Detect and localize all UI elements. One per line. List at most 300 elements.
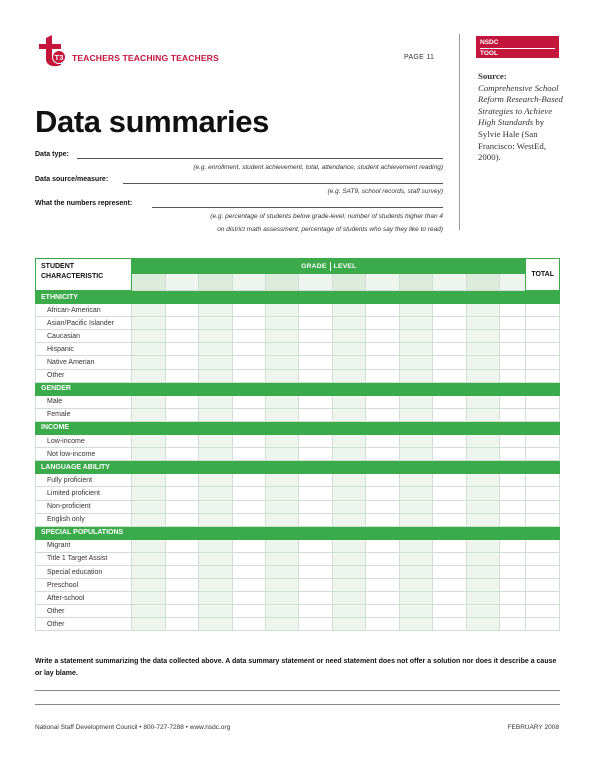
data-cell[interactable]	[299, 618, 332, 631]
table-row	[36, 513, 560, 526]
total-cell[interactable]	[526, 474, 560, 487]
data-cell[interactable]	[332, 500, 365, 513]
data-cell[interactable]	[165, 369, 198, 382]
data-cell[interactable]	[332, 605, 365, 618]
data-cell[interactable]	[232, 565, 265, 578]
data-cell[interactable]	[366, 513, 399, 526]
data-cell[interactable]	[366, 369, 399, 382]
data-cell[interactable]	[232, 487, 265, 500]
data-cell[interactable]	[232, 356, 265, 369]
data-cell[interactable]	[399, 487, 432, 500]
data-cell[interactable]	[232, 579, 265, 592]
data-cell[interactable]	[366, 395, 399, 408]
data-cell[interactable]	[433, 395, 466, 408]
data-cell[interactable]	[332, 579, 365, 592]
data-cell[interactable]	[266, 369, 299, 382]
data-cell[interactable]	[232, 448, 265, 461]
grade-level-cell[interactable]	[366, 274, 399, 291]
data-cell[interactable]	[165, 605, 198, 618]
data-cell[interactable]	[165, 395, 198, 408]
data-cell[interactable]	[232, 330, 265, 343]
data-cell[interactable]	[366, 448, 399, 461]
data-cell[interactable]	[299, 317, 332, 330]
data-cell[interactable]	[332, 448, 365, 461]
data-cell[interactable]	[266, 487, 299, 500]
total-cell[interactable]	[526, 618, 560, 631]
data-cell[interactable]	[466, 579, 499, 592]
data-cell[interactable]	[500, 356, 526, 369]
data-cell[interactable]	[266, 618, 299, 631]
data-cell[interactable]	[433, 304, 466, 317]
total-cell[interactable]	[526, 435, 560, 448]
data-cell[interactable]	[266, 592, 299, 605]
data-cell[interactable]	[165, 592, 198, 605]
data-cell[interactable]	[266, 539, 299, 552]
data-cell[interactable]	[266, 552, 299, 565]
grade-level-cell[interactable]	[299, 274, 332, 291]
data-cell[interactable]	[299, 330, 332, 343]
data-cell[interactable]	[433, 618, 466, 631]
data-cell[interactable]	[199, 369, 232, 382]
data-cell[interactable]	[466, 474, 499, 487]
data-cell[interactable]	[232, 513, 265, 526]
data-cell[interactable]	[299, 565, 332, 578]
data-cell[interactable]	[433, 579, 466, 592]
data-cell[interactable]	[132, 605, 165, 618]
data-cell[interactable]	[299, 500, 332, 513]
total-header: TOTAL	[526, 259, 560, 291]
data-cell[interactable]	[232, 552, 265, 565]
data-cell[interactable]	[299, 513, 332, 526]
data-cell[interactable]	[132, 552, 165, 565]
data-cell[interactable]	[466, 487, 499, 500]
total-cell[interactable]	[526, 408, 560, 421]
data-cell[interactable]	[399, 605, 432, 618]
data-cell[interactable]	[266, 330, 299, 343]
data-cell[interactable]	[232, 500, 265, 513]
data-cell[interactable]	[500, 369, 526, 382]
data-cell[interactable]	[399, 618, 432, 631]
data-cell[interactable]	[299, 369, 332, 382]
data-cell[interactable]	[332, 395, 365, 408]
data-cell[interactable]	[132, 487, 165, 500]
total-cell[interactable]	[526, 317, 560, 330]
data-cell[interactable]	[165, 487, 198, 500]
total-cell[interactable]	[526, 552, 560, 565]
row-label: Other	[36, 605, 132, 618]
data-cell[interactable]	[299, 539, 332, 552]
data-cell[interactable]	[399, 435, 432, 448]
data-cell[interactable]	[132, 579, 165, 592]
data-cell[interactable]	[165, 304, 198, 317]
data-cell[interactable]	[165, 539, 198, 552]
data-cell[interactable]	[165, 579, 198, 592]
data-cell[interactable]	[232, 435, 265, 448]
data-cell[interactable]	[332, 565, 365, 578]
data-cell[interactable]	[466, 513, 499, 526]
data-cell[interactable]	[299, 605, 332, 618]
data-cell[interactable]	[433, 592, 466, 605]
data-cell[interactable]	[466, 395, 499, 408]
data-cell[interactable]	[299, 579, 332, 592]
data-cell[interactable]	[332, 435, 365, 448]
data-cell[interactable]	[266, 474, 299, 487]
data-cell[interactable]	[433, 605, 466, 618]
data-cell[interactable]	[199, 592, 232, 605]
data-cell[interactable]	[199, 552, 232, 565]
data-cell[interactable]	[199, 448, 232, 461]
data-cell[interactable]	[433, 487, 466, 500]
data-cell[interactable]	[232, 408, 265, 421]
data-cell[interactable]	[199, 408, 232, 421]
data-cell[interactable]	[433, 343, 466, 356]
data-cell[interactable]	[299, 408, 332, 421]
data-cell[interactable]	[500, 605, 526, 618]
data-cell[interactable]	[332, 408, 365, 421]
data-cell[interactable]	[165, 552, 198, 565]
table-row	[36, 448, 560, 461]
data-cell[interactable]	[232, 369, 265, 382]
data-cell[interactable]	[399, 513, 432, 526]
data-cell[interactable]	[399, 356, 432, 369]
grade-level-cell[interactable]	[132, 274, 165, 291]
data-cell[interactable]	[199, 317, 232, 330]
grade-level-cell[interactable]	[266, 274, 299, 291]
data-cell[interactable]	[199, 605, 232, 618]
data-cell[interactable]	[500, 565, 526, 578]
header-level: LEVEL	[333, 262, 357, 270]
data-cell[interactable]	[500, 579, 526, 592]
data-cell[interactable]	[332, 317, 365, 330]
total-cell[interactable]	[526, 513, 560, 526]
data-cell[interactable]	[132, 448, 165, 461]
data-cell[interactable]	[466, 356, 499, 369]
row-label: Special education	[36, 565, 132, 578]
data-cell[interactable]	[399, 304, 432, 317]
data-cell[interactable]	[165, 343, 198, 356]
data-cell[interactable]	[433, 317, 466, 330]
data-cell[interactable]	[232, 304, 265, 317]
data-cell[interactable]	[266, 500, 299, 513]
data-cell[interactable]	[433, 408, 466, 421]
data-cell[interactable]	[433, 552, 466, 565]
data-cell[interactable]	[165, 448, 198, 461]
data-cell[interactable]	[332, 369, 365, 382]
data-cell[interactable]	[165, 408, 198, 421]
data-cell[interactable]	[433, 474, 466, 487]
data-cell[interactable]	[199, 343, 232, 356]
data-cell[interactable]	[332, 552, 365, 565]
data-cell[interactable]	[500, 343, 526, 356]
data-cell[interactable]	[266, 395, 299, 408]
section-header-row	[36, 461, 560, 474]
grade-level-cell[interactable]	[433, 274, 466, 291]
data-cell[interactable]	[165, 435, 198, 448]
data-cell[interactable]	[165, 474, 198, 487]
data-cell[interactable]	[332, 592, 365, 605]
total-cell[interactable]	[526, 395, 560, 408]
data-cell[interactable]	[199, 395, 232, 408]
data-cell[interactable]	[266, 343, 299, 356]
data-cell[interactable]	[266, 579, 299, 592]
data-cell[interactable]	[299, 356, 332, 369]
data-cell[interactable]	[433, 539, 466, 552]
data-cell[interactable]	[433, 513, 466, 526]
data-cell[interactable]	[266, 565, 299, 578]
data-cell[interactable]	[199, 330, 232, 343]
data-cell[interactable]	[466, 408, 499, 421]
data-cell[interactable]	[500, 592, 526, 605]
data-cell[interactable]	[466, 539, 499, 552]
data-cell[interactable]	[366, 605, 399, 618]
data-cell[interactable]	[466, 330, 499, 343]
data-cell[interactable]	[466, 369, 499, 382]
data-cell[interactable]	[500, 474, 526, 487]
data-cell[interactable]	[232, 618, 265, 631]
data-cell[interactable]	[466, 552, 499, 565]
data-cell[interactable]	[466, 317, 499, 330]
data-cell[interactable]	[132, 343, 165, 356]
data-cell[interactable]	[332, 356, 365, 369]
data-cell[interactable]	[466, 592, 499, 605]
data-cell[interactable]	[399, 552, 432, 565]
data-cell[interactable]	[332, 539, 365, 552]
data-cell[interactable]	[366, 487, 399, 500]
data-cell[interactable]	[299, 343, 332, 356]
data-cell[interactable]	[399, 448, 432, 461]
data-cell[interactable]	[366, 435, 399, 448]
data-cell[interactable]	[366, 500, 399, 513]
data-cell[interactable]	[266, 304, 299, 317]
total-cell[interactable]	[526, 605, 560, 618]
data-cell[interactable]	[366, 356, 399, 369]
grade-level-cell[interactable]	[332, 274, 365, 291]
data-cell[interactable]	[132, 304, 165, 317]
data-cell[interactable]	[199, 500, 232, 513]
data-cell[interactable]	[232, 317, 265, 330]
data-cell[interactable]	[299, 487, 332, 500]
data-cell[interactable]	[500, 330, 526, 343]
data-cell[interactable]	[466, 435, 499, 448]
data-cell[interactable]	[299, 435, 332, 448]
data-cell[interactable]	[500, 448, 526, 461]
total-cell[interactable]	[526, 565, 560, 578]
data-cell[interactable]	[266, 408, 299, 421]
data-cell[interactable]	[399, 330, 432, 343]
data-cell[interactable]	[132, 565, 165, 578]
data-cell[interactable]	[500, 513, 526, 526]
data-cell[interactable]	[366, 330, 399, 343]
data-cell[interactable]	[299, 474, 332, 487]
data-cell[interactable]	[232, 474, 265, 487]
data-cell[interactable]	[332, 330, 365, 343]
data-cell[interactable]	[433, 565, 466, 578]
data-cell[interactable]	[466, 618, 499, 631]
data-cell[interactable]	[132, 513, 165, 526]
data-cell[interactable]	[165, 618, 198, 631]
data-cell[interactable]	[466, 343, 499, 356]
data-cell[interactable]	[165, 513, 198, 526]
data-cell[interactable]	[132, 408, 165, 421]
data-cell[interactable]	[132, 618, 165, 631]
data-cell[interactable]	[165, 565, 198, 578]
data-cell[interactable]	[500, 487, 526, 500]
data-cell[interactable]	[332, 513, 365, 526]
data-cell[interactable]	[232, 343, 265, 356]
data-cell[interactable]	[266, 317, 299, 330]
data-type-field[interactable]	[77, 158, 443, 159]
data-cell[interactable]	[332, 618, 365, 631]
data-cell[interactable]	[266, 513, 299, 526]
data-cell[interactable]	[466, 565, 499, 578]
statement-line-2[interactable]	[35, 704, 560, 705]
data-cell[interactable]	[366, 592, 399, 605]
data-cell[interactable]	[199, 435, 232, 448]
total-cell[interactable]	[526, 330, 560, 343]
data-cell[interactable]	[132, 474, 165, 487]
data-cell[interactable]	[399, 369, 432, 382]
data-cell[interactable]	[366, 552, 399, 565]
data-cell[interactable]	[165, 356, 198, 369]
data-cell[interactable]	[266, 435, 299, 448]
data-cell[interactable]	[500, 317, 526, 330]
data-cell[interactable]	[199, 565, 232, 578]
data-cell[interactable]	[299, 448, 332, 461]
total-cell[interactable]	[526, 500, 560, 513]
data-cell[interactable]	[165, 330, 198, 343]
data-cell[interactable]	[366, 317, 399, 330]
data-cell[interactable]	[332, 304, 365, 317]
data-cell[interactable]	[399, 343, 432, 356]
data-cell[interactable]	[199, 618, 232, 631]
data-cell[interactable]	[299, 552, 332, 565]
data-cell[interactable]	[366, 408, 399, 421]
total-cell[interactable]	[526, 592, 560, 605]
data-cell[interactable]	[266, 448, 299, 461]
data-cell[interactable]	[366, 474, 399, 487]
data-cell[interactable]	[199, 539, 232, 552]
total-cell[interactable]	[526, 539, 560, 552]
data-cell[interactable]	[132, 435, 165, 448]
data-cell[interactable]	[299, 592, 332, 605]
data-cell[interactable]	[132, 369, 165, 382]
data-cell[interactable]	[132, 317, 165, 330]
data-cell[interactable]	[165, 317, 198, 330]
data-cell[interactable]	[199, 579, 232, 592]
data-cell[interactable]	[433, 356, 466, 369]
total-cell[interactable]	[526, 579, 560, 592]
data-cell[interactable]	[433, 435, 466, 448]
data-cell[interactable]	[299, 304, 332, 317]
data-cell[interactable]	[433, 330, 466, 343]
numbers-represent-field[interactable]	[152, 207, 443, 208]
data-cell[interactable]	[232, 592, 265, 605]
data-cell[interactable]	[399, 579, 432, 592]
data-cell[interactable]	[199, 513, 232, 526]
statement-line-1[interactable]	[35, 690, 560, 691]
data-cell[interactable]	[500, 618, 526, 631]
data-cell[interactable]	[199, 474, 232, 487]
grade-level-cell[interactable]	[165, 274, 198, 291]
data-cell[interactable]	[366, 565, 399, 578]
data-cell[interactable]	[399, 317, 432, 330]
row-label: Asian/Pacific Islander	[36, 317, 132, 330]
data-cell[interactable]	[165, 500, 198, 513]
data-cell[interactable]	[266, 605, 299, 618]
data-source-field[interactable]	[123, 183, 443, 184]
total-cell[interactable]	[526, 343, 560, 356]
data-cell[interactable]	[132, 395, 165, 408]
total-cell[interactable]	[526, 356, 560, 369]
data-cell[interactable]	[399, 500, 432, 513]
data-cell[interactable]	[366, 539, 399, 552]
grade-level-cell[interactable]	[232, 274, 265, 291]
data-cell[interactable]	[366, 579, 399, 592]
data-cell[interactable]	[399, 474, 432, 487]
data-cell[interactable]	[466, 500, 499, 513]
data-cell[interactable]	[466, 605, 499, 618]
data-cell[interactable]	[500, 552, 526, 565]
data-cell[interactable]	[399, 592, 432, 605]
grade-level-cell[interactable]	[399, 274, 432, 291]
data-cell[interactable]	[500, 435, 526, 448]
data-cell[interactable]	[399, 565, 432, 578]
data-cell[interactable]	[366, 618, 399, 631]
data-cell[interactable]	[199, 304, 232, 317]
data-cell[interactable]	[366, 304, 399, 317]
data-cell[interactable]	[399, 539, 432, 552]
table-row	[36, 317, 560, 330]
data-cell[interactable]	[500, 539, 526, 552]
data-cell[interactable]	[332, 474, 365, 487]
data-cell[interactable]	[399, 408, 432, 421]
total-cell[interactable]	[526, 369, 560, 382]
data-cell[interactable]	[132, 539, 165, 552]
data-cell[interactable]	[466, 448, 499, 461]
table-row	[36, 395, 560, 408]
grade-level-cell[interactable]	[500, 274, 526, 291]
data-cell[interactable]	[332, 343, 365, 356]
data-cell[interactable]	[199, 487, 232, 500]
data-cell[interactable]	[232, 395, 265, 408]
grade-level-cell[interactable]	[199, 274, 232, 291]
data-cell[interactable]	[299, 395, 332, 408]
data-cell[interactable]	[366, 343, 399, 356]
data-cell[interactable]	[399, 395, 432, 408]
data-cell[interactable]	[132, 592, 165, 605]
data-cell[interactable]	[232, 605, 265, 618]
total-cell[interactable]	[526, 448, 560, 461]
data-cell[interactable]	[332, 487, 365, 500]
data-cell[interactable]	[433, 369, 466, 382]
data-cell[interactable]	[266, 356, 299, 369]
data-cell[interactable]	[433, 500, 466, 513]
data-cell[interactable]	[500, 408, 526, 421]
data-cell[interactable]	[500, 395, 526, 408]
total-cell[interactable]	[526, 487, 560, 500]
total-cell[interactable]	[526, 304, 560, 317]
data-cell[interactable]	[433, 448, 466, 461]
data-cell[interactable]	[132, 330, 165, 343]
data-cell[interactable]	[466, 304, 499, 317]
data-cell[interactable]	[500, 304, 526, 317]
data-cell[interactable]	[132, 356, 165, 369]
data-cell[interactable]	[199, 356, 232, 369]
data-cell[interactable]	[132, 500, 165, 513]
grade-level-cell[interactable]	[466, 274, 499, 291]
data-cell[interactable]	[500, 500, 526, 513]
data-cell[interactable]	[232, 539, 265, 552]
